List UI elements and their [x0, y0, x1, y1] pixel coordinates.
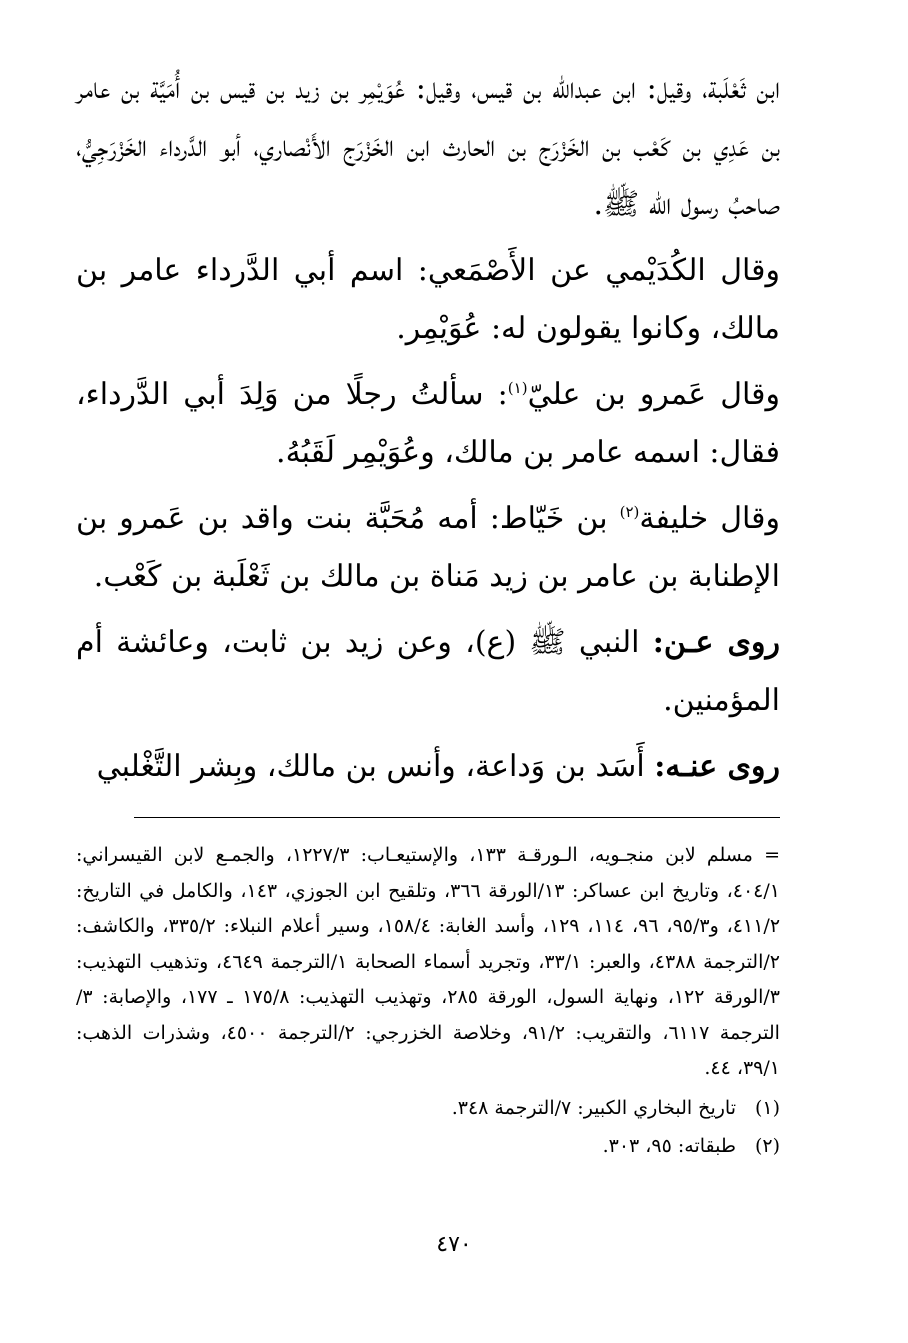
paragraph-text: : سألتُ رجلًا من وَلِدَ أبي الدَّرداء، فقال: اسمه عامر بن مالك، وعُوَيْمِر لَقَبُهُ.	[76, 377, 780, 470]
footnote-ref-1: (١)	[507, 379, 528, 397]
paragraph-narrated-from	[76, 614, 780, 730]
paragraph-amr-ibn-ali	[76, 366, 780, 482]
footnote-number: (١)	[754, 1096, 780, 1119]
main-text	[76, 60, 780, 796]
paragraph-lineage: ابن ثَعْلَبة، وقيل: ابن عبدالله بن قيس، وقيل: عُوَيْمِر بن زيد بن قيس بن أُمَيَّة بن عامر بن عَدِي بن كَعْب بن الخَزْرَج بن الحارث ابن الخَزْرَج الأَنْصاري، أبو الدَّرداء الخَزْرَجِيُّ، صاحبُ رسول الله ﷺ.	[76, 71, 780, 222]
paragraph-asmai: وقال الكُدَيْمي عن الأَصْمَعي: اسم أبي الدَّرداء عامر بن مالك، وكانوا يقولون له: عُوَيْمِر.	[76, 253, 780, 346]
paragraph-text: وقال خليفة	[639, 501, 781, 536]
footnote-item	[76, 1129, 780, 1163]
footnote-divider	[134, 817, 780, 818]
paragraph-text: بن خَيّاط: أمه مُحَبَّة بنت واقد بن عَمرو بن الإطنابة بن عامر بن زيد مَناة بن مالك بن ثَعْلَبة بن كَعْب.	[76, 501, 780, 594]
footnote-text: تاريخ البخاري الكبير: ٧/الترجمة ٣٤٨.	[451, 1096, 736, 1119]
paragraph-narrated-by	[76, 738, 780, 796]
paragraph-text: أَسَد بن وَداعة، وأنس بن مالك، وبِشر التَّغْلبي	[96, 749, 655, 784]
page-number: ٤٧٠	[436, 1232, 472, 1257]
section-label: روى عنـه:	[654, 749, 780, 784]
footnote-ref-2: (٢)	[619, 503, 640, 521]
footnote-text: طبقاته: ٩٥، ٣٠٣.	[602, 1134, 736, 1157]
footnote-item	[76, 1091, 780, 1125]
paragraph-khalifa	[76, 490, 780, 606]
footnote-number: (٢)	[754, 1134, 780, 1157]
paragraph-text: النبي ﷺ (ع)، وعن زيد بن ثابت، وعائشة أم المؤمنين.	[76, 625, 780, 718]
paragraph-text: وقال عَمرو بن عليّ	[527, 377, 781, 412]
footnote-continuation: = مسلم لابن منجـويه، الـورقـة ١٣٣، والإستيعـاب: ١٢٢٧/٣، والجمـع لابن القيسراني: ٤٠٤/١، وتاريخ ابن عساكر: ١٣/الورقة ٣٦٦، وتلقيح ابن الجوزي، ١٤٣، والكامل في التاريخ: ٤١١/٢، و٩٥/٣، ٩٦، ١١٤، ١٢٩، وأسد الغابة: ١٥٨/٤، وسير أعلام النبلاء: ٣٣٥/٢، والكاشف: ٢/الترجمة ٤٣٨٨، والعبر: ٣٣/١، وتجريد أسماء الصحابة ١/الترجمة ٤٦٤٩، وتذهيب التهذيب: ٣/الورقة ١٢٢، ونهاية السول، الورقة ٢٨٥، وتهذيب التهذيب: ١٧٥/٨ ـ ١٧٧، والإصابة: ٣/الترجمة ٦١١٧، والتقريب: ٩١/٢، وخلاصة الخزرجي: ٢/الترجمة ٤٥٠٠، وشذرات الذهب: ٣٩/١، ٤٤.	[76, 844, 781, 1079]
footnotes	[76, 838, 780, 1163]
section-label: روى عـن:	[652, 625, 780, 660]
